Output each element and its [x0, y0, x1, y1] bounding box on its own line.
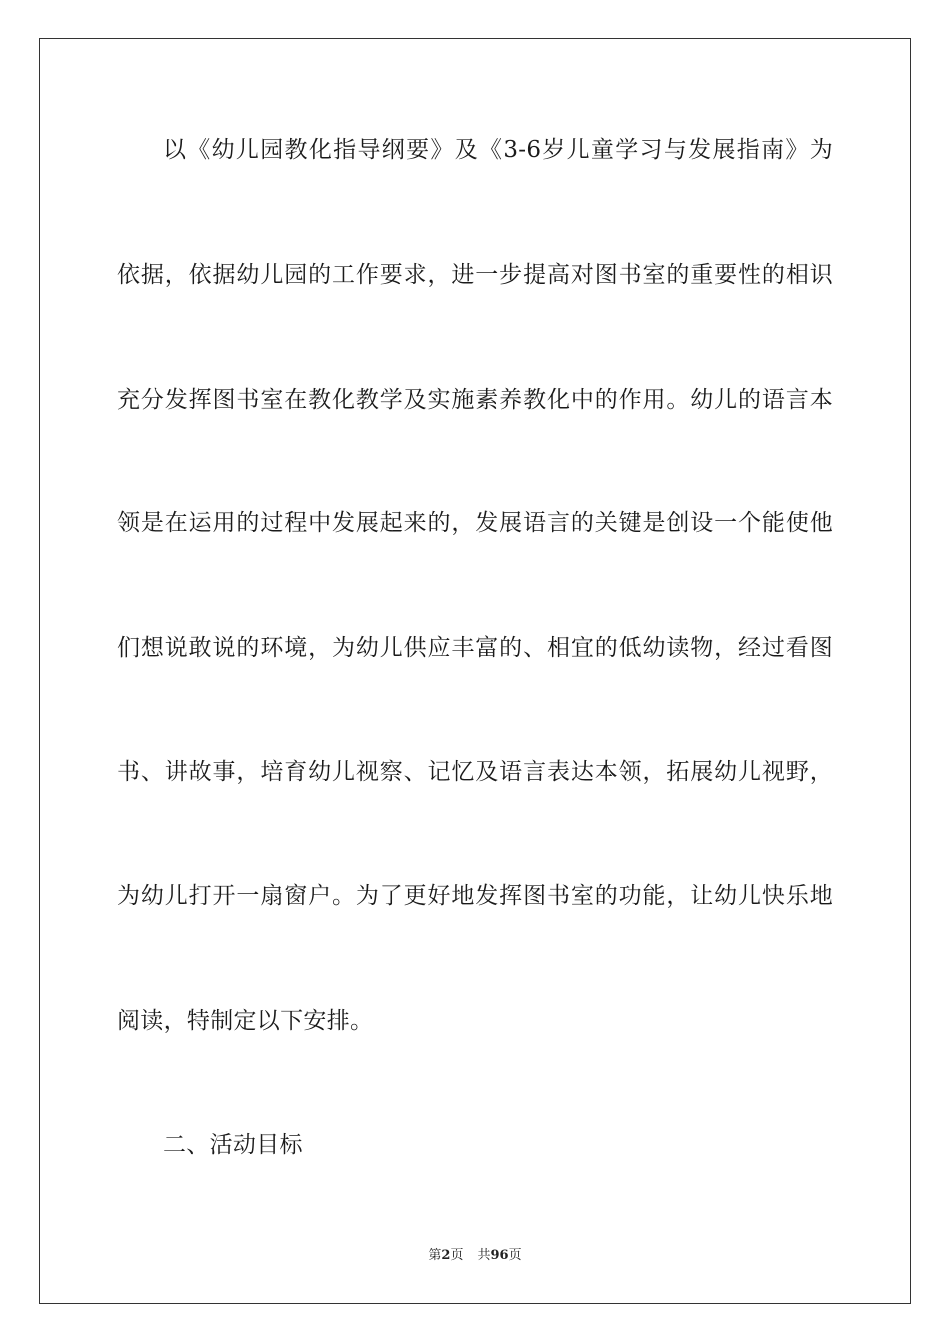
paragraph-line-5: 们想说敢说的环境，为幼儿供应丰富的、相宜的低幼读物，经过看图 [117, 635, 833, 661]
page-footer [0, 1247, 950, 1265]
paragraph-line-8: 阅读，特制定以下安排。 [117, 1008, 374, 1034]
section-heading: 二、活动目标 [163, 1132, 303, 1158]
paragraph-line-4: 领是在运用的过程中发展起来的，发展语言的关键是创设一个能使他 [117, 510, 833, 536]
total-prefix: 共 [477, 1248, 491, 1263]
total-pages: 96 [490, 1248, 509, 1263]
paragraph-line-2: 依据，依据幼儿园的工作要求，进一步提高对图书室的重要性的相识 [117, 262, 833, 288]
paragraph-line-1: 以《幼儿园教化指导纲要》及《3-6岁儿童学习与发展指南》为 [163, 137, 833, 163]
total-suffix: 页 [508, 1248, 522, 1263]
page-prefix: 第 [428, 1248, 442, 1263]
paragraph-line-7: 为幼儿打开一扇窗户。为了更好地发挥图书室的功能，让幼儿快乐地 [117, 883, 833, 909]
page-number: 2 [441, 1248, 451, 1263]
page-border [39, 38, 911, 1304]
paragraph-line-3: 充分发挥图书室在教化教学及实施素养教化中的作用。幼儿的语言本 [117, 387, 833, 413]
paragraph-line-6: 书、讲故事，培育幼儿视察、记忆及语言表达本领，拓展幼儿视野， [117, 759, 833, 785]
page-suffix: 页 [450, 1248, 464, 1263]
